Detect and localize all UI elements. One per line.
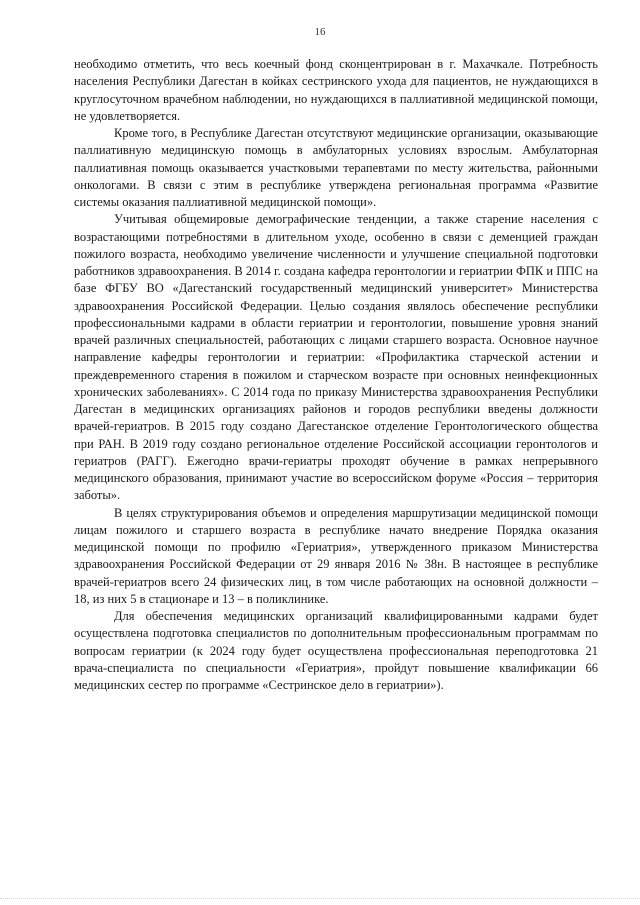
document-body [74,56,598,694]
paragraph-1: необходимо отметить, что весь коечный фонд сконцентрирован в г. Махачкале. Потребность населения Республики Дагестан в койках сестринского ухода для пациентов, не нуждающихся в круглосуточном врачебном наблюдении, но нуждающихся в паллиативной медицинской помощи, не удовлетворяется. [74,57,598,123]
paragraph-2: Кроме того, в Республике Дагестан отсутствуют медицинские организации, оказывающие паллиативную медицинскую помощь в амбулаторных условиях взрослым. Амбулаторная паллиативная помощь оказывается участковыми терапевтами по месту жительства, районными онкологами. В связи с этим в республике утверждена региональная программа «Развитие системы оказания паллиативной медицинской помощи». [74,126,598,209]
paragraph-3: Учитывая общемировые демографические тенденции, а также старение населения с возрастающими потребностями в длительном уходе, особенно в связи с деменцией граждан пожилого возраста, необходимо увеличение численности и улучшение специальной подготовки работников здравоохранения. В 2014 г. создана кафедра геронтологии и гериатрии ФПК и ППС на базе ФГБУ ВО «Дагестанский государственный медицинский университет» Министерства здравоохранения Российской Федерации. Целью создания являлось обеспечение республики профессиональными кадрами в области гериатрии и геронтологии, повышение уровня знаний врачей различных специальностей, работающих с лицами старшего возраста. Основное научное направление кафедры геронтологии и гериатрии: «Профилактика старческой астении и преждевременного старения в пожилом и старческом возрасте при основных неинфекционных хронических заболеваниях». С 2014 года по приказу Министерства здравоохранения Республики Дагестан в медицинских организациях районов и городов республики введены должности врачей-гериатров. В 2015 году создано Дагестанское отделение Геронтологического общества при РАН. В 2019 году создано региональное отделение Российской ассоциации геронтологов и гериатров (РАГГ). Ежегодно врачи-гериатры проходят обучение в рамках непрерывного медицинского образования, принимают участие во всероссийском форуме «Россия – территория заботы». [74,212,598,503]
paragraph-4: В целях структурирования объемов и определения маршрутизации медицинской помощи лицам пожилого и старшего возраста в республике начато внедрение Порядка оказания медицинской помощи по профилю «Гериатрия», утвержденного приказом Министерства здравоохранения Российской Федерации от 29 января 2016 № 38н. В настоящее в республике врачей-гериатров всего 24 физических лиц, в том числе работающих на основной должности – 18, из них 5 в стационаре и 13 – в поликлинике. [74,505,598,606]
scan-edge-divider [0,898,640,905]
paragraph-5: Для обеспечения медицинских организаций квалифицированными кадрами будет осуществлена подготовка специалистов по дополнительным профессиональным программам по вопросам гериатрии (к 2024 году будет осуществлена профессиональная переподготовка 21 врача-специалиста по специальности «Гериатрия», пройдут повышение квалификации 66 медицинских сестер по программе «Сестринское дело в гериатрии»). [74,609,598,692]
page-number: 16 [314,26,326,38]
